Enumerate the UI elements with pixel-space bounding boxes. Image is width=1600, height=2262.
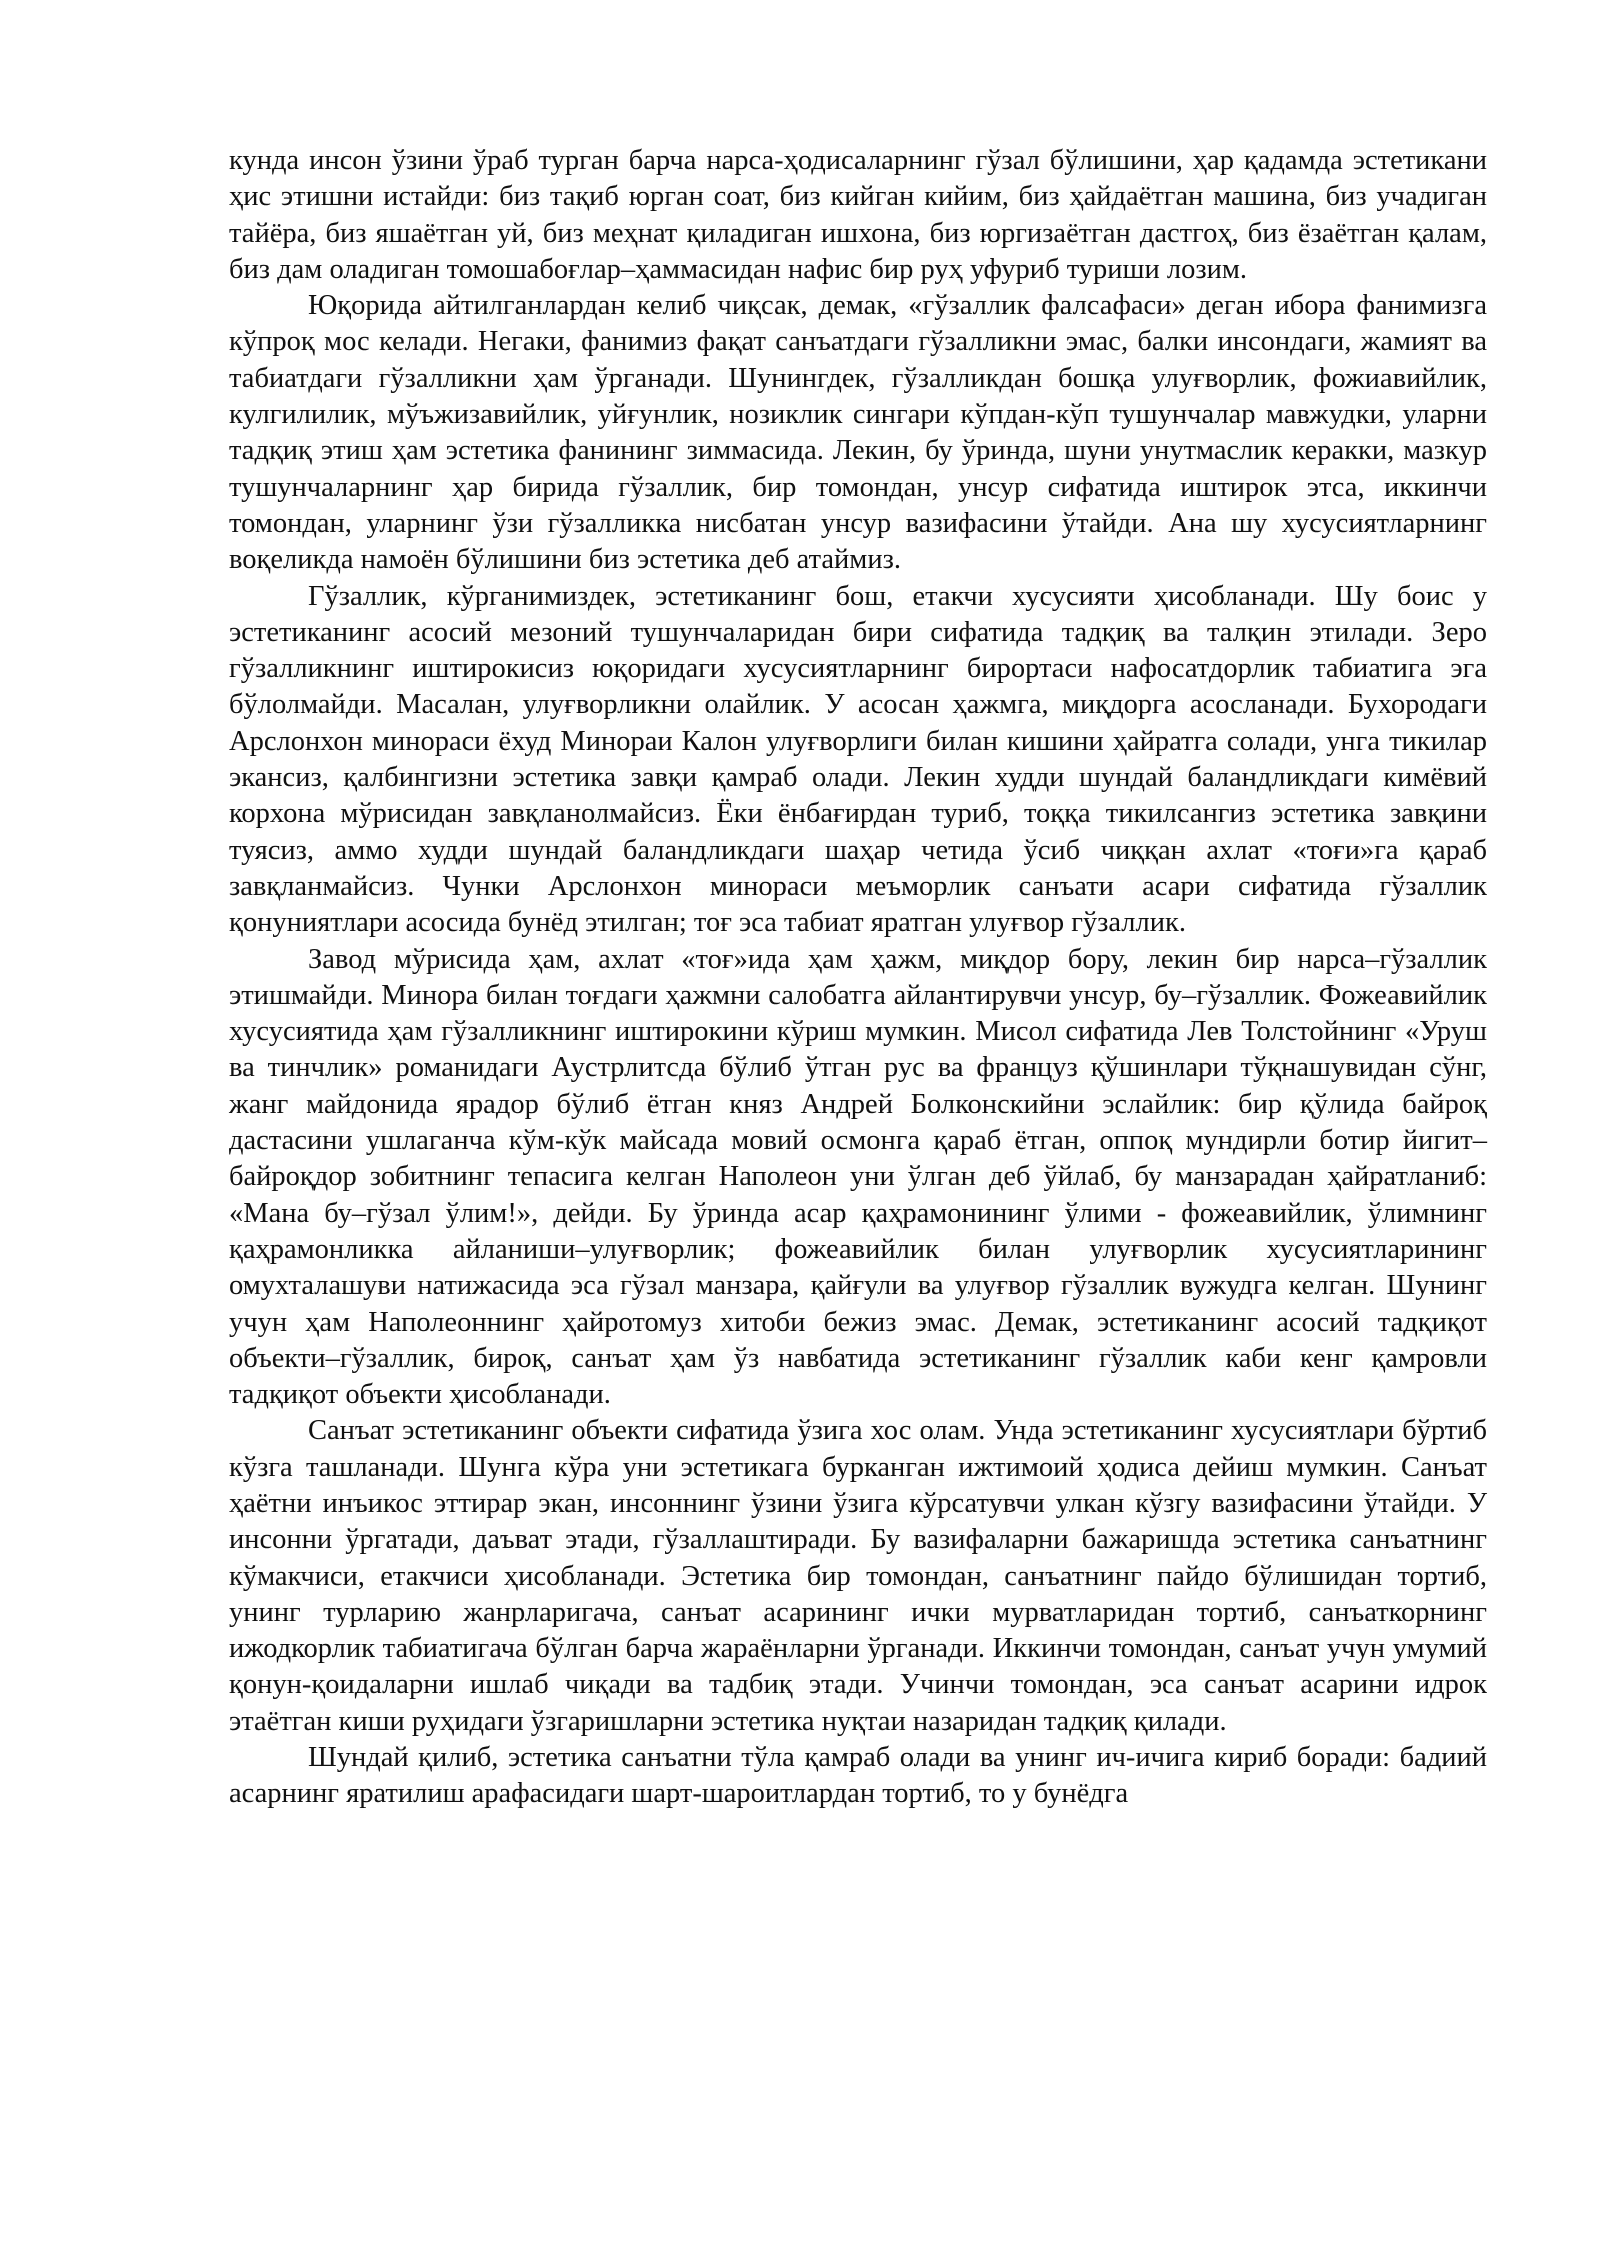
paragraph-conclusion: Шундай қилиб, эстетика санъатни тўла қамраб олади ва унинг ич-ичига кириб боради: бадиий асарнинг яратилиш арафасидаги шарт-шароитлардан тортиб, то у бунёдга bbox=[229, 1742, 1487, 1810]
paragraph-beauty-philosophy: Юқорида айтилганлардан келиб чиқсак, демак, «гўзаллик фалсафаси» деган ибора фанимизга кўпроқ мос келади. Негаки, фанимиз фақат санъатдаги гўзалликни эмас, балки инсондаги, жамият ва табиатдаги гўзалликни ҳам ўрганади. Шунингдек, гўзалликдан бошқа улуғворлик, фожиавийлик, кулгилилик, мўъжизавийлик, уйғунлик, нозиклик сингари кўпдан-кўп тушунчалар мавжудки, уларни тадқиқ этиш ҳам эстетика фанининг зиммасида. Лекин, бу ўринда, шуни унутмаслик керакки, мазкур тушунчаларнинг ҳар бирида гўзаллик, бир томондан, унсур сифатида иштирок этса, иккинчи томондан, уларнинг ўзи гўзалликка нисбатан унсур вазифасини ўтайди. Ана шу хусусиятларнинг воқеликда намоён бўлишини биз эстетика деб атаймиз. bbox=[229, 290, 1487, 576]
paragraph-beauty-main-feature: Гўзаллик, кўрганимиздек, эстетиканинг бош, етакчи хусусияти ҳисобланади. Шу боис у эстетиканинг асосий мезоний тушунчаларидан бири сифатида тадқиқ ва талқин этилади. Зеро гўзалликнинг иштирокисиз юқоридаги хусусиятларнинг бирортаси нафосатдорлик табиатига эга бўлолмайди. Масалан, улуғворликни олайлик. У асосан ҳажмга, миқдорга асосланади. Бухородаги Арслонхон минораси ёхуд Минораи Калон улуғворлиги билан кишини ҳайратга солади, унга тикилар экансиз, қалбингизни эстетика завқи қамраб олади. Лекин худди шундай баландликдаги кимёвий корхона мўрисидан завқланолмайсиз. Ёки ёнбағирдан туриб, тоққа тикилсангиз эстетика завқини туясиз, аммо худди шундай баландликдаги шаҳар четида ўсиб чиққан ахлат «тоғи»га қараб завқланмайсиз. Чунки Арслонхон минораси меъморлик санъати асари сифатида гўзаллик қонуниятлари асосида бунёд этилган; тоғ эса табиат яратган улуғвор гўзаллик. bbox=[229, 580, 1487, 939]
document-page bbox=[229, 143, 1487, 1813]
paragraph-continuation: кунда инсон ўзини ўраб турган барча нарса-ҳодисаларнинг гўзал бўлишини, ҳар қадамда эстетикани ҳис этишни истайди: биз тақиб юрган соат, биз кийган кийим, биз ҳайдаётган машина, биз учадиган тайёра, биз яшаётган уй, биз меҳнат қиладиган ишхона, биз юргизаётган дастгоҳ, биз ёзаётган қалам, биз дам оладиган томошабоғлар–ҳаммасидан нафис бир руҳ уфуриб туриши лозим. bbox=[229, 145, 1487, 285]
paragraph-art-as-object: Санъат эстетиканинг объекти сифатида ўзига хос олам. Унда эстетиканинг хусусиятлари бўртиб кўзга ташланади. Шунга кўра уни эстетикага бурканган ижтимоий ҳодиса дейиш мумкин. Санъат ҳаётни инъикос эттирар экан, инсоннинг ўзини ўзига кўрсатувчи улкан кўзгу вазифасини ўтайди. У инсонни ўргатади, даъват этади, гўзаллаштиради. Бу вазифаларни бажаришда эстетика санъатнинг кўмакчиси, етакчиси ҳисобланади. Эстетика бир томондан, санъатнинг пайдо бўлишидан тортиб, унинг турларию жанрларигача, санъат асарининг ички мурватларидан тортиб, санъаткорнинг ижодкорлик табиатигача бўлган барча жараёнларни ўрганади. Иккинчи томондан, санъат учун умумий қонун-қоидаларни ишлаб чиқади ва тадбиқ этади. Учинчи томондан, эса санъат асарини идрок этаётган киши руҳидаги ўзгаришларни эстетика нуқтаи назаридан тадқиқ қилади. bbox=[229, 1415, 1487, 1737]
paragraph-tragic-beauty: Завод мўрисида ҳам, ахлат «тоғ»ида ҳам ҳажм, миқдор бору, лекин бир нарса–гўзаллик этишмайди. Минора билан тоғдаги ҳажмни салобатга айлантирувчи унсур, бу–гўзаллик. Фожеавийлик хусусиятида ҳам гўзалликнинг иштирокини кўриш мумкин. Мисол сифатида Лев Толстойнинг «Уруш ва тинчлик» романидаги Аустрлитсда бўлиб ўтган рус ва француз қўшинлари тўқнашувидан сўнг, жанг майдонида ярадор бўлиб ётган княз Андрей Болконскийни эслайлик: бир қўлида байроқ дастасини ушлаганча кўм-кўк майсада мовий осмонга қараб ётган, оппоқ мундирли ботир йигит–байроқдор зобитнинг тепасига келган Наполеон уни ўлган деб ўйлаб, бу манзарадан ҳайратланиб: «Мана бу–гўзал ўлим!», дейди. Бу ўринда асар қаҳрамонининг ўлими - фожеавийлик, ўлимнинг қаҳрамонликка айланиши–улуғворлик; фожеавийлик билан улуғворлик хусусиятларининг омухталашуви натижасида эса гўзал манзара, қайғули ва улуғвор гўзаллик вужудга келган. Шунинг учун ҳам Наполеоннинг ҳайротомуз хитоби бежиз эмас. Демак, эстетиканинг асосий тадқиқот объекти–гўзаллик, бироқ, санъат ҳам ўз навбатида эстетиканинг гўзаллик каби кенг қамровли тадқиқот объекти ҳисобланади. bbox=[229, 943, 1487, 1411]
